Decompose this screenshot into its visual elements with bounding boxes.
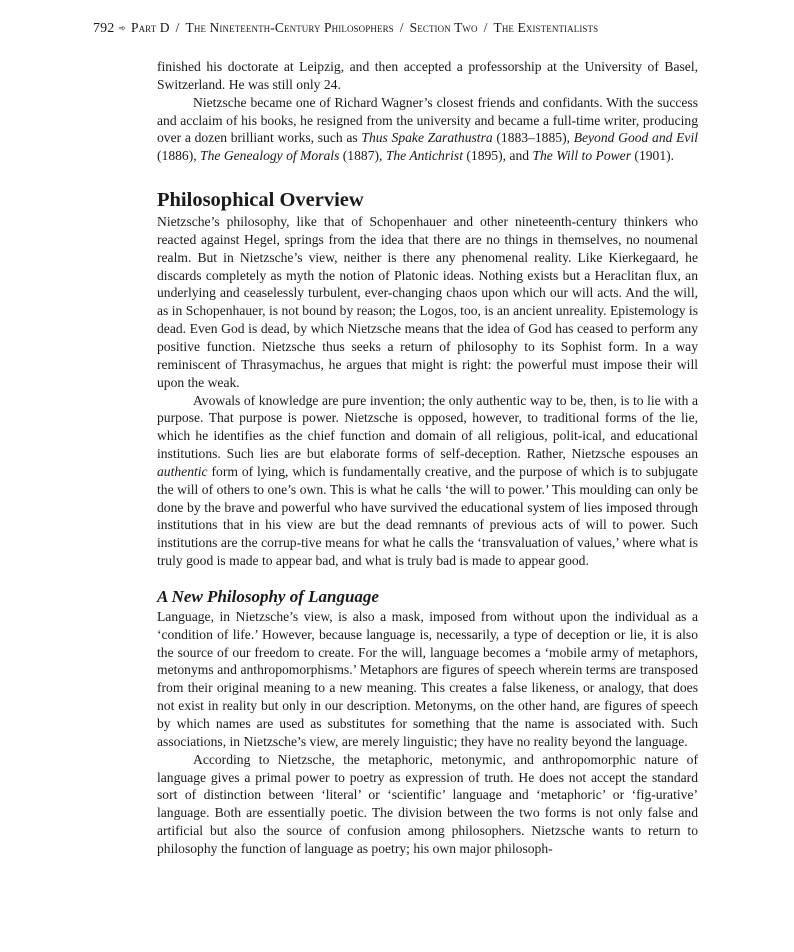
book-title: The Antichrist: [385, 148, 463, 164]
running-header: [93, 20, 696, 37]
paragraph: Language, in Nietzsche’s view, is also a mask, imposed from without upon the individual as a ‘condition of life.’ However, because language is, necessarily, a type of deception or lie, it is also the source of our freedom to create. For the will, language becomes a ‘mobile army of metaphors, metonyms and anthropomorphisms.’ Metaphors are figures of speech wherein terms are transposed from their original meaning to a new meaning. This creates a false likeness, or analogy, that does not exist in reality but only in our description. Metonyms, on the other hand, are figures of speech by which names are used as substitutes for something that the name is associated with. Such associations, in Nietzsche’s view, are merely linguistic; they have no reality beyond the language.: [157, 608, 698, 749]
section-label: Section Two: [409, 20, 478, 35]
part-label: Part D: [130, 20, 170, 35]
book-title: Beyond Good and Evil: [573, 130, 699, 146]
paragraph: Nietzsche’s philosophy, like that of Schopenhauer and other nineteenth-century thinkers who reacted against Hegel, springs from the idea that there are no things in themselves, no noumenal realm. But in Nietzsche’s view, neither is there any phenomenal reality. Like Kierkegaard, he discards completely as myth the notion of Platonic ideas. Nothing exists but a Heraclitan flux, an underlying and ceaselessly turbulent, ever-changing chaos upon which our will acts. And the will, as in Schopenhauer, is not bound by reason; the Logos, too, is an ancient unreality. Epistemology is dead. Even God is dead, by which Nietzsche means that the idea of God has ceased to perform any positive function. Nietzsche thus seeks a return of philosophy to its Sophist form. In a way reminiscent of Thrasymachus, he argues that might is right: the powerful must impose their will upon the weak.: [157, 214, 698, 390]
book-title: The Will to Power: [532, 148, 632, 164]
book-title: The Genealogy of Morals: [200, 148, 340, 164]
paragraph: According to Nietzsche, the metaphoric, metonymic, and anthropomorphic nature of language gives a primal power to poetry as expression of truth. He does not accept the standard sort of distinction between ‘literal’ or ‘scientific’ language and ‘metaphoric’ or ‘fig-urative’ language. Both are essentially poetic. The division between the two forms is not only false and artificial but also the source of confusion among philosophers. Nietzsche wants to return to philosophy the function of language as poetry; his own major philosoph-: [157, 751, 698, 856]
paragraph: finished his doctorate at Leipzig, and then accepted a professorship at the University of Basel, Switzerland. He was still only 24.: [157, 59, 698, 92]
page-number: 792: [93, 21, 115, 36]
subsection-heading: A New Philosophy of Language: [157, 586, 379, 606]
paragraph: Avowals of knowledge are pure invention; the only authentic way to be, then, is to lie with a purpose. That purpose is power. Nietzsche is opposed, however, to traditional forms of the lie, which he identifies as the chief function and domain of all religious, polit-ical, and educational institutions. Such lies are but elaborate forms of self-deception. Rather, Nietzsche espouses an authentic form of lying, which is fundamentally creative, and the purpose of which is to subjugate the will of others to one’s own. This is what he calls ‘the will to power.’ This moulding can only be done by the brave and powerful who have survived the educational system of lies imposed through institutions that in his view are but the dead remnants of previous acts of will to power. Such institutions are the corrup-tive means for what he calls the ‘transvaluation of values,’ where what is truly good is made to appear bad, and what is truly bad is made to appear good.: [157, 392, 698, 569]
emphasis: authentic: [157, 463, 208, 479]
header-separator: /: [175, 20, 180, 35]
book-title: Thus Spake Zarathustra: [361, 130, 493, 146]
page-body: [157, 58, 698, 858]
section-heading: Philosophical Overview: [157, 189, 364, 212]
subsection-label: The Existentialists: [493, 20, 599, 35]
header-separator: /: [483, 20, 488, 35]
arrow-icon: ➾: [118, 23, 126, 33]
book-part-title: The Nineteenth-Century Philosophers: [185, 20, 394, 35]
paragraph: Nietzsche became one of Richard Wagner’s closest friends and confidants. With the success and acclaim of his books, he resigned from the university and became a full-time writer, producing over a dozen brilliant works, such as Thus Spake Zarathustra (1883–1885), Beyond Good and Evil (1886), The Genealogy of Morals (1887), The Antichrist (1895), and The Will to Power (1901).: [157, 94, 699, 164]
header-separator: /: [399, 20, 404, 35]
